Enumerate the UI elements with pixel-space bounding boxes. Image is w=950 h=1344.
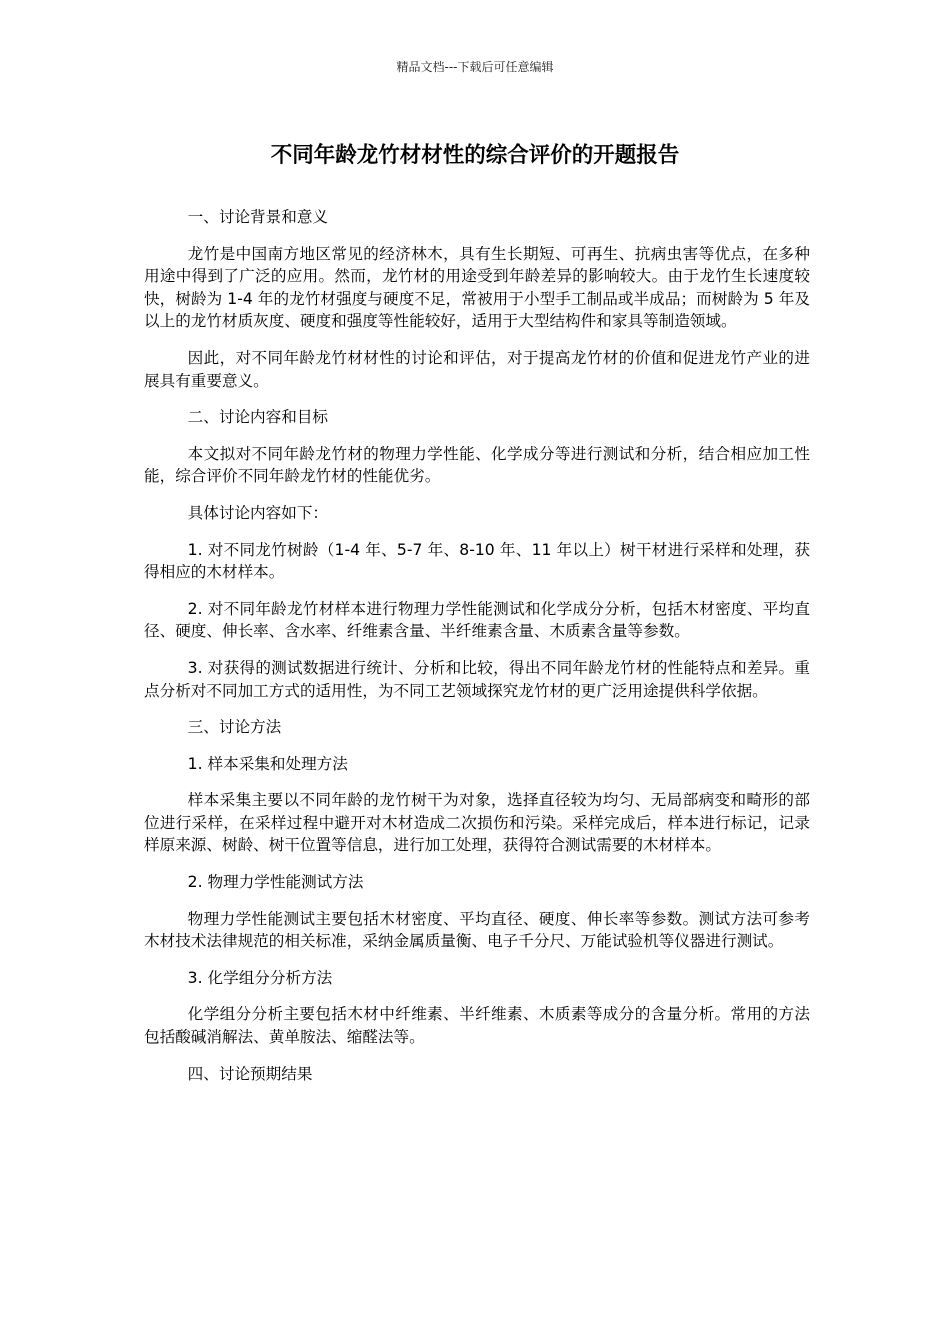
section-heading-methods: 三、讨论方法 [187,718,282,737]
paragraph-physical-testing: 物理力学性能测试主要包括木材密度、平均直径、硬度、伸长率等参数。测试方法可参考木材技术法律规范的相关标准，采纳金属质量衡、电子千分尺、万能试验机等仪器进行测试。 [144,909,810,951]
paragraph-significance: 因此，对不同年龄龙竹材材性的讨论和评估，对于提高龙竹材的价值和促进龙竹产业的进展具有重要意义。 [144,348,810,390]
document-title: 不同年龄龙竹材材性的综合评价的开题报告 [270,143,680,168]
section-heading-background: 一、讨论背景和意义 [187,208,329,226]
list-item-3: 3. 对获得的测试数据进行统计、分析和比较，得出不同年龄龙竹材的性能特点和差异。重点分析对不同加工方式的适用性，为不同工艺领域探究龙竹材的更广泛用途提供科学依据。 [144,658,810,700]
paragraph-sampling: 样本采集主要以不同年龄的龙竹树干为对象，选择直径较为均匀、无局部病变和畸形的部位进行采样，在采样过程中避开对木材造成二次损伤和污染。采样完成后，样本进行标记，记录样原来源、树龄、树干位置等信息，进行加工处理，获得符合测试需要的木材样本。 [144,791,810,855]
list-item-1: 1. 对不同龙竹树龄（1-4 年、5-7 年、8-10 年、11 年以上）树干材进行采样和处理，获得相应的木材样本。 [144,540,810,582]
subheading-chemical-analysis: 3. 化学组分分析方法 [187,968,333,987]
subheading-sampling: 1. 样本采集和处理方法 [187,754,348,773]
paragraph-background: 龙竹是中国南方地区常见的经济林木，具有生长期短、可再生、抗病虫害等优点，在多种用途中得到了广泛的应用。然而，龙竹材的用途受到年龄差异的影响较大。由于龙竹生长速度较快，树龄为 1-4 年的龙竹材强度与硬度不足，常被用于小型手工制品或半成品；而树龄为 5 年及以上的龙竹材质灰度、硬度和强度等性能较好，适用于大型结构件和家具等制造领域。 [144,244,810,331]
subheading-physical-testing: 2. 物理力学性能测试方法 [187,873,364,892]
list-intro: 具体讨论内容如下： [187,503,329,522]
header-note: 精品文档---下载后可任意编辑 [396,60,554,74]
document-body [144,206,810,1099]
paragraph-chemical-analysis: 化学组分分析主要包括木材中纤维素、半纤维素、木质素等成分的含量分析。常用的方法包括酸碱消解法、黄单胺法、缩醛法等。 [144,1005,810,1047]
paragraph-content-intro: 本文拟对不同年龄龙竹材的物理力学性能、化学成分等进行测试和分析，结合相应加工性能，综合评价不同年龄龙竹材的性能优劣。 [144,444,810,486]
list-item-2: 2. 对不同年龄龙竹材样本进行物理力学性能测试和化学成分分析，包括木材密度、平均直径、硬度、伸长率、含水率、纤维素含量、半纤维素含量、木质素含量等参数。 [144,599,810,641]
section-heading-content-goals: 二、讨论内容和目标 [187,408,329,427]
section-heading-expected-results: 四、讨论预期结果 [187,1064,313,1083]
